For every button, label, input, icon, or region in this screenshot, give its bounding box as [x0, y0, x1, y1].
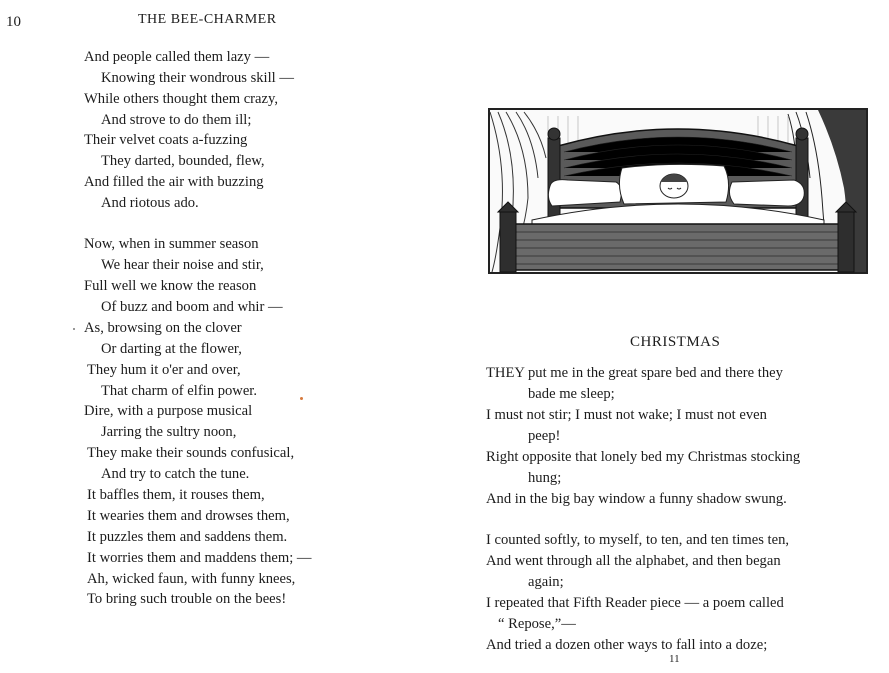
prose-line: [486, 364, 869, 382]
prose-line: peep!: [528, 428, 561, 444]
poem-line: As, browsing on the clover: [84, 320, 242, 336]
poem-line: Or darting at the flower,: [101, 341, 242, 357]
poem-line: They make their sounds confusical,: [87, 445, 295, 461]
poem-line: It worries them and maddens them; —: [87, 550, 312, 566]
page-number-right: 11: [669, 653, 680, 665]
poem-line: Now, when in summer season: [84, 236, 259, 252]
prose-line: I counted softly, to myself, to ten, and ten times ten,: [486, 532, 790, 548]
poem-line: It wearies them and drowses them,: [87, 508, 290, 524]
poem-line: Dire, with a purpose musical: [84, 403, 253, 419]
prose-line-text: THEY put me in the great spare bed and there they: [486, 365, 783, 381]
poem-line: It baffles them, it rouses them,: [87, 487, 265, 503]
poem-line: We hear their noise and stir,: [101, 257, 264, 273]
prose-line: And went through all the alphabet, and then began: [486, 553, 781, 569]
poem-line: And try to catch the tune.: [101, 466, 250, 482]
poem-line: Full well we know the reason: [84, 278, 257, 294]
poem-line: To bring such trouble on the bees!: [87, 591, 287, 607]
prose-line: Right opposite that lonely bed my Christmas stocking: [486, 449, 801, 465]
poem-line: And strove to do them ill;: [101, 112, 252, 128]
prose-line: I repeated that Fifth Reader piece — a poem called: [486, 595, 784, 611]
ink-speck: [73, 328, 75, 330]
poem-line: And riotous ado.: [101, 195, 199, 211]
page-number-left: 10: [6, 14, 21, 30]
left-page: [0, 0, 440, 673]
poem-line: It puzzles them and saddens them.: [87, 529, 288, 545]
poem-line: And filled the air with buzzing: [84, 174, 264, 190]
poem-line: Of buzz and boom and whir —: [101, 299, 283, 315]
prose-line: bade me sleep;: [528, 386, 615, 402]
poem-line: They darted, bounded, flew,: [101, 153, 265, 169]
running-head: THE BEE-CHARMER: [138, 12, 277, 27]
prose-line: And in the big bay window a funny shadow swung.: [486, 491, 787, 507]
prose-line: hung;: [528, 470, 562, 486]
chapter-title: CHRISTMAS: [630, 334, 721, 350]
prose-line: again;: [528, 574, 564, 590]
poem-line: Jarring the sultry noon,: [101, 424, 237, 440]
poem-line: Ah, wicked faun, with funny knees,: [87, 571, 296, 587]
ink-speck: [300, 397, 303, 400]
poem-line: Knowing their wondrous skill —: [101, 70, 294, 86]
right-page: [440, 0, 889, 673]
prose-line: I must not stir; I must not wake; I must not even: [486, 407, 767, 423]
poem-line: While others thought them crazy,: [84, 91, 278, 107]
poem-line: And people called them lazy —: [84, 49, 270, 65]
prose-line: And tried a dozen other ways to fall into a doze;: [486, 637, 768, 653]
poem-line: Their velvet coats a-fuzzing: [84, 132, 248, 148]
poem-line: They hum it o'er and over,: [87, 362, 241, 378]
prose-line: “ Repose,”—: [498, 616, 576, 632]
poem-line: That charm of elfin power.: [101, 383, 258, 399]
bed-illustration: [488, 108, 868, 274]
